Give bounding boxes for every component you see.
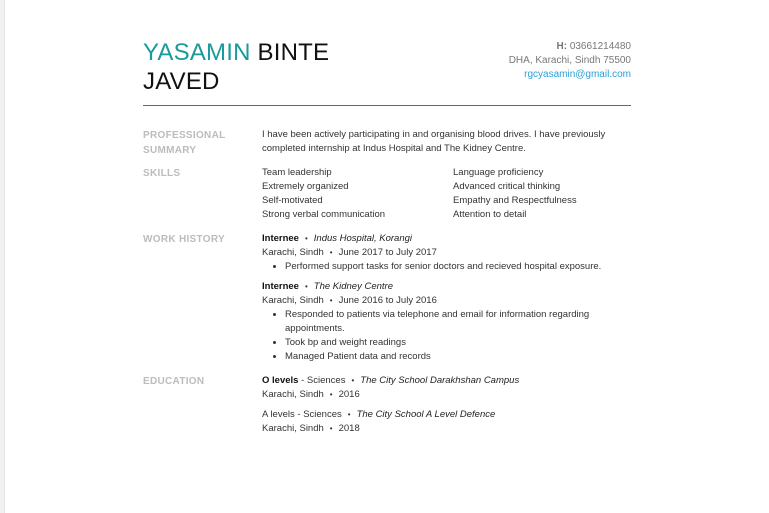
summary-text: I have been actively participating in and organising blood drives. I have previously completed internship at Indus Hospital and The Kidney Centre.	[262, 129, 606, 154]
job-header	[262, 280, 631, 294]
education-year: 2018	[338, 423, 360, 434]
separator-dot: •	[329, 296, 333, 305]
job-header	[262, 232, 631, 246]
job-role: Internee	[262, 233, 299, 244]
education-entry	[262, 408, 631, 436]
skills-column-right	[453, 166, 631, 222]
resume-page	[143, 0, 631, 434]
resume-header	[143, 0, 631, 106]
job-entry	[262, 280, 631, 364]
section-title-summary: PROFESSIONAL SUMMARY	[143, 130, 226, 156]
education-year: 2016	[338, 389, 360, 400]
skill-item: Extremely organized	[262, 181, 349, 192]
viewer-left-edge	[0, 0, 5, 513]
education-header	[262, 374, 631, 388]
header-divider	[143, 105, 631, 106]
education-school: The City School A Level Defence	[356, 409, 496, 420]
skill-item: Attention to detail	[453, 209, 527, 220]
education-header	[262, 408, 631, 422]
skill-item: Self-motivated	[262, 195, 323, 206]
job-bullet: • Managed Patient data and records	[285, 350, 631, 364]
section-title-education: EDUCATION	[143, 376, 205, 387]
work-list	[262, 232, 631, 370]
phone-line	[509, 40, 631, 54]
skills-column-left	[262, 166, 453, 222]
education-list	[262, 374, 631, 442]
job-entry	[262, 232, 631, 274]
contact-info	[509, 40, 631, 82]
separator-dot: •	[351, 376, 355, 385]
job-employer: Indus Hospital, Korangi	[313, 233, 413, 244]
last-name: BINTE JAVED	[143, 39, 330, 95]
education-field: - Sciences	[298, 375, 346, 386]
job-bullet: • Performed support tasks for senior doctors and recieved hospital exposure.	[285, 260, 631, 274]
job-bullet: • Responded to patients via telephone and email for information regarding appointments.	[285, 308, 631, 336]
education-entry	[262, 374, 631, 402]
job-meta	[262, 294, 631, 308]
skills-list	[262, 166, 631, 222]
phone-label: H:	[556, 41, 568, 52]
skill-item: Strong verbal communication	[262, 209, 386, 220]
education-location: Karachi, Sindh	[262, 423, 324, 434]
first-name: YASAMIN	[143, 39, 251, 66]
education-meta	[262, 388, 631, 402]
candidate-name	[143, 38, 363, 96]
education-degree: O levels	[262, 375, 299, 386]
separator-dot: •	[329, 424, 333, 433]
separator-dot: •	[304, 234, 308, 243]
address: DHA, Karachi, Sindh 75500	[508, 55, 631, 66]
education-school: The City School Darakhshan Campus	[360, 375, 520, 386]
job-role: Internee	[262, 281, 299, 292]
job-bullet: • Took bp and weight readings	[285, 336, 631, 350]
job-location: Karachi, Sindh	[262, 247, 324, 258]
skill-item: Empathy and Respectfulness	[453, 195, 577, 206]
separator-dot: •	[304, 282, 308, 291]
phone-number: 03661214480	[569, 41, 631, 52]
email-link[interactable]: rgcyasamin@gmail.com	[524, 69, 631, 80]
job-location: Karachi, Sindh	[262, 295, 324, 306]
separator-dot: •	[347, 410, 351, 419]
section-title-work: WORK HISTORY	[143, 234, 225, 245]
education-field: - Sciences	[294, 409, 342, 420]
job-meta	[262, 246, 631, 260]
separator-dot: •	[329, 248, 333, 257]
job-bullets	[262, 308, 631, 364]
skill-item: Team leadership	[262, 167, 332, 178]
job-dates: June 2017 to July 2017	[338, 247, 437, 258]
education-degree: A levels	[262, 409, 295, 420]
separator-dot: •	[329, 390, 333, 399]
job-bullets	[262, 260, 631, 274]
skill-item: Advanced critical thinking	[453, 181, 561, 192]
education-meta	[262, 422, 631, 436]
job-dates: June 2016 to July 2016	[338, 295, 437, 306]
section-title-skills: SKILLS	[143, 168, 181, 179]
job-employer: The Kidney Centre	[313, 281, 393, 292]
skill-item: Language proficiency	[453, 167, 544, 178]
education-location: Karachi, Sindh	[262, 389, 324, 400]
